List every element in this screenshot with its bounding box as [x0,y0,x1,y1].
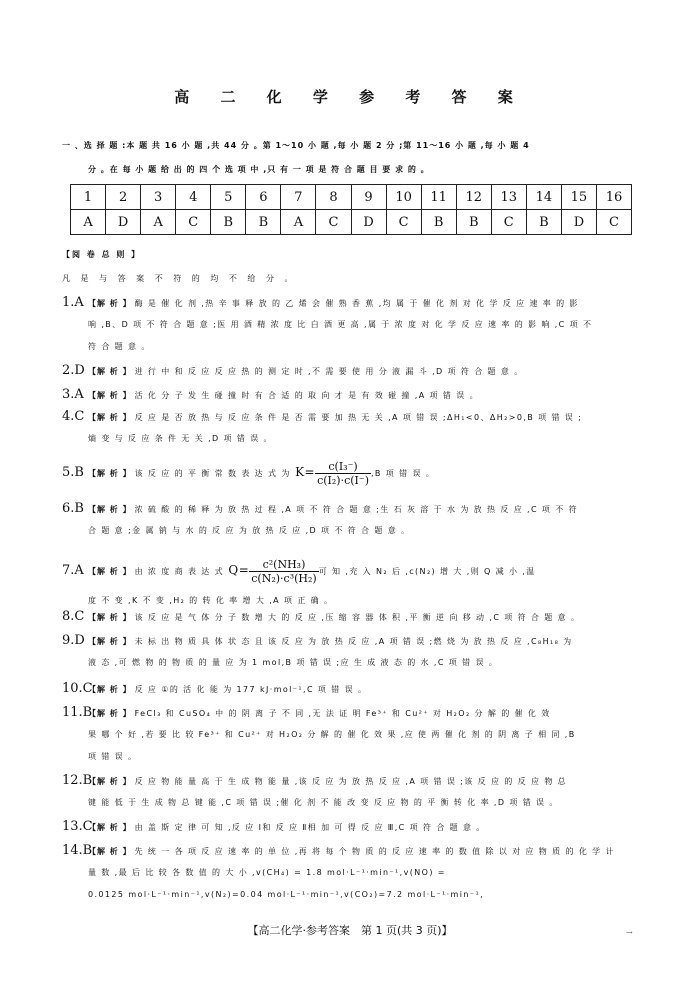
explanation-text: 由 盖 斯 定 律 可 知 ,反 应 Ⅰ和 反 应 Ⅱ相 加 可 得 反 应 Ⅲ,C 项 符 合 题 意 。 [134,823,486,832]
explanation-text: 反 应 物 能 量 高 于 生 成 物 能 量 ,该 反 应 为 放 热 反 应 ,A 项 错 误 ;该 反 应 的 反 应 物 总 [134,777,568,786]
answer-cell: B [421,210,456,235]
analysis-tag: 【解 析 】 [88,777,132,786]
question-number-cell: 16 [596,185,631,210]
explanation-item [62,816,652,838]
formula-lead-text: 由 浓 度 商 表 达 式 [134,567,225,576]
page-title: 高 二 化 学 参 考 答 案 [174,88,526,106]
analysis-tag: 【解 析 】 [88,505,132,514]
explanation-line: 量 数 ,最 后 比 较 各 数 值 的 大 小 ,v(CH₄) = 1.8 mol·L⁻¹·min⁻¹,v(NO) = [88,868,446,877]
question-number-cell: 6 [246,185,281,210]
explanation-item [62,702,652,768]
question-number-cell: 11 [421,185,456,210]
question-answer: 3.A [62,387,84,402]
fraction-numerator: c²(NH₃) [249,558,318,572]
answer-cell: A [71,210,106,235]
answer-cell: D [561,210,596,235]
explanation-line: 合 题 意 ;金 属 钠 与 水 的 反 应 为 放 热 反 应 ,D 项 不 符 合 题 意 。 [88,526,411,535]
question-answer: 4.C [62,409,85,424]
answer-cell: C [491,210,526,235]
section-instructions-line-1: 一 、选 择 题 :本 题 共 16 小 题 ,共 44 分 。第 1～10 小 题 ,每 小 题 2 分 ;第 11～16 小 题 ,每 小 题 4 [62,141,530,150]
question-number-cell: 13 [491,185,526,210]
explanation-line [62,384,652,406]
explanation-line [62,498,652,520]
question-number-cell: 12 [456,185,491,210]
fraction-denominator: c(I₂)·c(I⁻) [317,474,369,487]
explanation-text: 该 反 应 是 气 体 分 子 数 增 大 的 反 应 ,压 缩 容 器 体 积 ,平 衡 逆 向 移 动 ,C 项 符 合 题 意 。 [134,613,581,622]
question-answer: 14.B [62,843,93,858]
question-answer: 11.B [62,705,93,720]
answer-cell: D [106,210,141,235]
answer-cell: A [281,210,316,235]
question-number-cell: 3 [141,185,176,210]
fraction-numerator: c(I₃⁻) [315,460,371,474]
explanation-line [62,840,652,862]
explanation-item [62,384,652,406]
question-number-cell: 10 [386,185,421,210]
explanation-line: 0.0125 mol·L⁻¹·min⁻¹,v(N₂)=0.04 mol·L⁻¹·min⁻¹,v(CO₂)=7.2 mol·L⁻¹·min⁻¹, [88,890,485,899]
question-number-cell: 4 [176,185,211,210]
answer-cell: B [211,210,246,235]
question-number-cell: 1 [71,185,106,210]
question-answer: 1.A [62,295,84,310]
explanation-item [62,770,652,814]
formula-lhs: Q= [224,563,250,577]
analysis-tag: 【解 析 】 [88,391,132,400]
analysis-tag: 【解 析 】 [88,637,132,646]
analysis-tag: 【解 析 】 [88,413,132,422]
explanation-line [62,292,652,314]
explanation-text: 先 统 一 各 项 反 应 速 率 的 单 位 ,再 将 每 个 物 质 的 反 应 速 率 的 数 值 除 以 对 应 物 质 的 化 学 计 [134,847,615,856]
question-answer: 6.B [62,501,84,516]
explanation-item [62,840,652,906]
explanation-line [62,606,652,628]
explanation-item [62,360,652,382]
explanation-item [62,452,652,492]
arrow-icon: → [626,928,633,937]
explanation-text: 反 应 是 否 放 热 与 反 应 条 件 是 否 需 要 加 热 无 关 ,A 项 错 误 ;ΔH₁<0、ΔH₂>0,B 项 错 误 ; [134,413,583,422]
question-answer: 5.B [62,465,84,480]
grading-heading: 【阅 卷 总 则 】 [62,250,142,259]
explanation-line: 熵 变 与 反 应 条 件 无 关 ,D 项 错 误 。 [88,434,273,443]
question-answer: 7.A [62,563,84,578]
answer-table-answer-row [71,210,632,235]
formula-trail-text: 可 知 ,充 入 N₂ 后 ,c(N₂) 增 大 ,则 Q 减 小 ,温 [318,567,536,576]
analysis-tag: 【解 析 】 [88,823,132,832]
question-number-cell: 14 [526,185,561,210]
fraction [315,460,371,487]
question-number-cell: 5 [211,185,246,210]
answer-cell: D [351,210,386,235]
explanation-item [62,498,652,542]
explanation-line [62,550,652,590]
question-answer: 2.D [62,363,85,378]
explanation-item [62,606,652,628]
explanation-line [62,360,652,382]
explanation-item [62,406,652,450]
question-answer: 13.C [62,819,93,834]
explanation-line: 符 合 题 意 。 [88,342,151,351]
answer-cell: B [246,210,281,235]
answer-table-number-row [71,185,632,210]
analysis-tag: 【解 析 】 [88,299,132,308]
question-number-cell: 9 [351,185,386,210]
explanation-line: 键 能 低 于 生 成 物 总 键 能 ,C 项 错 误 ;催 化 剂 不 能 改 变 反 应 物 的 平 衡 转 化 率 ,D 项 错 误 。 [88,798,559,807]
explanation-line: 液 态 ,可 燃 物 的 物 质 的 量 应 为 1 mol,B 项 错 误 ;应 生 成 液 态 的 水 ,C 项 错 误 。 [88,658,499,667]
explanation-line: 项 错 误 。 [88,752,138,761]
formula-lead-text: 该 反 应 的 平 衡 常 数 表 达 式 为 [134,469,291,478]
explanation-text: 酶 是 催 化 剂 ,热 辛 事 释 放 的 乙 烯 会 催 熟 香 蕉 ,均 属 于 催 化 剂 对 化 学 反 应 速 率 的 影 [134,299,579,308]
explanation-text: 未 标 出 物 质 具 体 状 态 且 该 反 应 为 放 热 反 应 ,A 项 错 误 ;燃 烧 为 放 热 反 应 ,C₈H₁₈ 为 [134,637,573,646]
explanation-line [62,770,652,792]
answer-cell: B [456,210,491,235]
answer-cell: C [596,210,631,235]
explanation-item [62,550,652,612]
question-number-cell: 2 [106,185,141,210]
explanation-line [62,406,652,428]
analysis-tag: 【解 析 】 [88,367,132,376]
question-number-cell: 8 [316,185,351,210]
analysis-tag: 【解 析 】 [88,567,132,576]
analysis-tag: 【解 析 】 [88,469,132,478]
explanation-text: FeCl₃ 和 CuSO₄ 中 的 阴 离 子 不 同 ,无 法 证 明 Fe³⁺ 和 Cu²⁺ 对 H₂O₂ 分 解 的 催 化 效 [134,709,551,718]
answer-cell: B [526,210,561,235]
explanation-line: 度 不 变 ,K 不 变 ,H₂ 的 转 化 率 增 大 ,A 项 正 确 。 [88,596,334,605]
analysis-tag: 【解 析 】 [88,685,132,694]
question-number-cell: 15 [561,185,596,210]
explanation-line [62,452,652,492]
answer-cell: C [316,210,351,235]
grading-rule: 凡 是 与 答 案 不 符 的 均 不 给 分 。 [62,274,297,283]
analysis-tag: 【解 析 】 [88,709,132,718]
answer-cell: C [386,210,421,235]
question-answer: 10.C [62,681,93,696]
analysis-tag: 【解 析 】 [88,847,132,856]
explanation-text: 浓 硫 酸 的 稀 释 为 放 热 过 程 ,A 项 不 符 合 题 意 ;生 石 灰 溶 于 水 为 放 热 反 应 ,C 项 不 符 [134,505,578,514]
answer-table [70,184,632,235]
question-answer: 8.C [62,609,85,624]
explanation-text: 进 行 中 和 反 应 反 应 热 的 测 定 时 ,不 需 要 使 用 分 液 漏 斗 ,D 项 符 合 题 意 。 [134,367,524,376]
fraction-denominator: c(N₂)·c³(H₂) [251,572,317,585]
explanation-item [62,292,652,358]
explanation-line: 响 ,B、D 项 不 符 合 题 意 ;医 用 酒 精 浓 度 比 白 酒 更 高 ,属 于 浓 度 对 化 学 反 应 速 率 的 影 响 ,C 项 不 [88,320,593,329]
explanation-text: 反 应 ①的 活 化 能 为 177 kJ·mol⁻¹,C 项 错 误 。 [134,685,368,694]
fraction [249,558,318,585]
explanation-item [62,678,652,700]
question-answer: 12.B [62,773,93,788]
explanation-line [62,702,652,724]
answer-cell: C [176,210,211,235]
analysis-tag: 【解 析 】 [88,613,132,622]
section-instructions-line-2: 分 。在 每 小 题 给 出 的 四 个 选 项 中 ,只 有 一 项 是 符 合 题 目 要 求 的 。 [88,165,430,174]
explanation-line [62,816,652,838]
formula-lhs: K= [290,465,316,479]
explanation-line: 果 哪 个 好 ,若 要 比 较 Fe³⁺ 和 Cu²⁺ 对 H₂O₂ 分 解 的 催 化 效 果 ,应 使 两 催 化 剂 的 阴 离 子 相 同 ,B [88,730,576,739]
explanation-line [62,678,652,700]
answer-cell: A [141,210,176,235]
question-number-cell: 7 [281,185,316,210]
explanation-text: 活 化 分 子 发 生 碰 撞 时 有 合 适 的 取 向 才 是 有 效 碰 撞 ,A 项 错 误 。 [134,391,479,400]
question-answer: 9.D [62,633,85,648]
explanation-line [62,630,652,652]
formula-trail-text: ,B 项 错 误 。 [370,469,436,478]
explanation-item [62,630,652,674]
page-footer: 【高二化学·参考答案 第 1 页(共 3 页)】 [247,924,453,937]
